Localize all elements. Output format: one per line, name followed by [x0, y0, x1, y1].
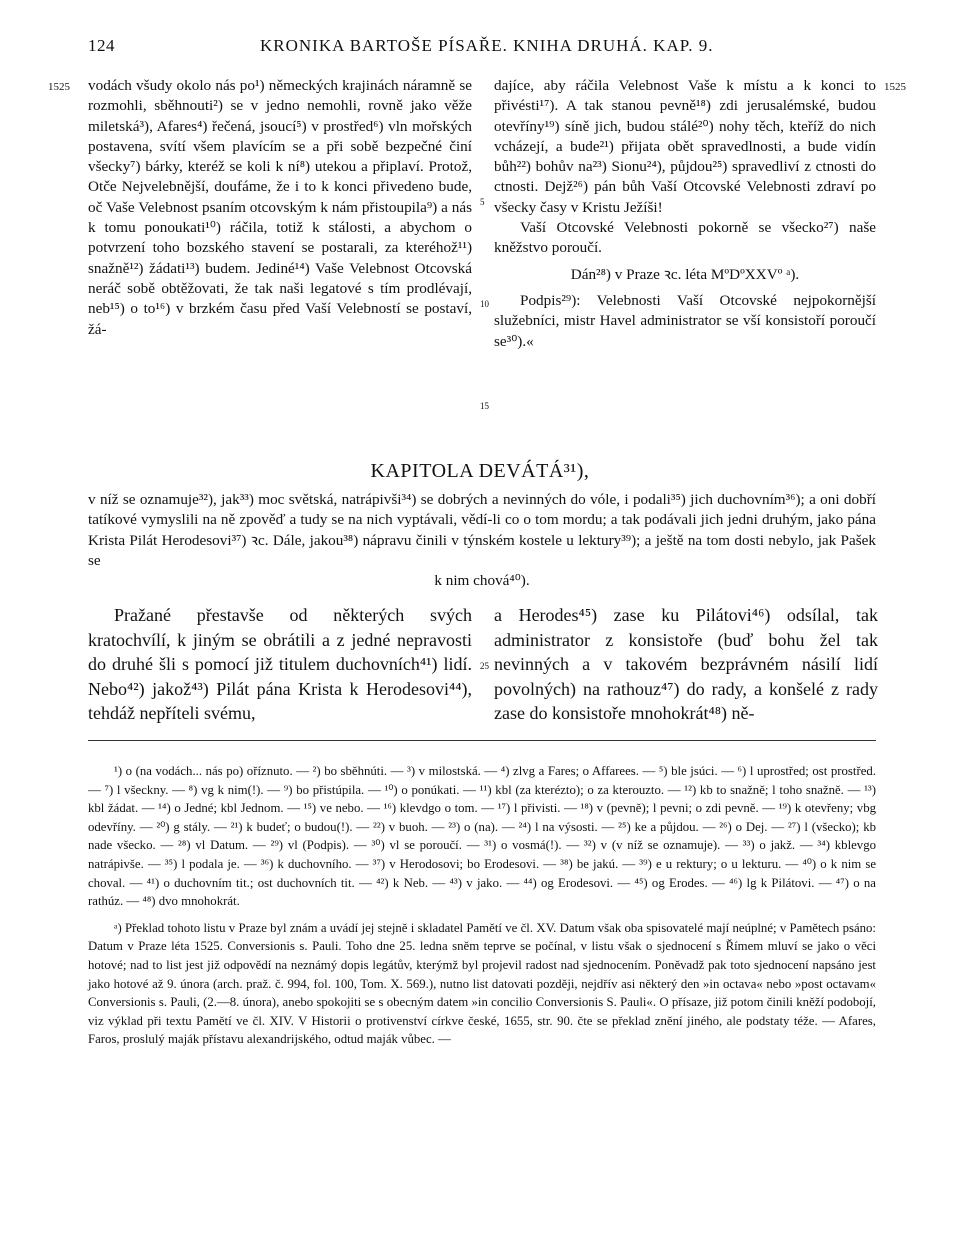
margin-year-left: 1525 — [48, 81, 70, 93]
editorial-note-a: ᵃ) Překlad tohoto listu v Praze byl znám a uvádí jej stejně i skladatel Pamětí ve čl. XV. Datum však oba spisovatelé mají neúplné; v Pamětech psáno: Datum v Praze léta 1525. Conversionis s. Pauli. Toho dne 25. ledna sněm teprve se počínal, v listu však o sjednocení s Římem mluví se jako o věci hotové; nad to list jest již odpovědí na neznámý dopis legátův, kterýmž byl projevil radost nad sjednocením. Poněvadž pak toto sjednocení napsáno jest jako hotové až 9. února (arch. praž. č. 994, fol. 100, Tom. X. 569.), nutno list datovati později, nejdřív asi některý den »in octava« nebo »post octavam« Conversionis s. Pauli, (2.—8. února), anebo spokojiti se s obecným datem »in concilio Conversionis S. Pauli«. O přísaze, již potom činili kněží podobojí, viz výklad při textu Pamětí ve čl. XIV. V Historii o protivenství církve české, 1655, str. 90. čte se překlad znění jiného, ale podstaty téže. — Afares, Faros, proslulý maják přístavu alexandrijského, odtud maják vůbec. — — [88, 920, 876, 1047]
chapter-summary — [88, 490, 876, 591]
line-number-5: 5 — [480, 197, 485, 207]
running-head: KRONIKA BARTOŠE PÍSAŘE. KNIHA DRUHÁ. KAP. 9. — [260, 36, 714, 55]
body-left-paragraph: Pražané přestavše od některých svých kratochvílí, k jiným se obrátili a z jedné nepravosti do druhé šli s pomocí již titulem duchovních⁴¹) lidí. Nebo⁴²) jakož⁴³) Pilát pána Krista k Herodesovi⁴⁴), tehdáž nepříteli svému, — [88, 605, 472, 723]
letter-closing-paragraph: dajíce, aby ráčila Velebnost Vaše k místu a k konci to přivésti¹⁷). A tak stanou pevně¹⁸) zdi jerusalémské, budou otevříny¹⁹) síně jich, budou stálé²⁰) nohy těch, kteříž do nich vcházejí, a bude²¹) přijata obět spravedlnosti, a bude vidín bůh²²) bohův na²³) Sionu²⁴), půjdou²⁵) spravedliví z ctnosti do ctnosti. Dejž²⁶) pán bůh Vaší Otcovské Velebnosti zdraví po všecky časy v Kristu Ježíši! — [494, 77, 876, 216]
textual-footnotes: ¹) o (na vodách... nás po) oříznuto. — ²) bo sběhnúti. — ³) v milostská. — ⁴) zlvg a Fares; o Affarees. — ⁵) ble jsúci. — ⁶) l uprostřed; ost prostřed. — ⁷) l všeckny. — ⁸) vg k nim(!). — ⁹) bo přistúpila. — ¹⁰) o ponúkati. — ¹¹) kbl (za kterézto); o za kterouzto. — ¹²) kb to snažně; l toho snažně. — ¹³) kbl žádat. — ¹⁴) o Jedné; kbl Jednom. — ¹⁵) ve nebo. — ¹⁶) klevdgo o tom. — ¹⁷) l přivisti. — ¹⁸) v (pevně); l pevni; o zdi pevně. — ¹⁹) k otevřeny; vbg odevříny. — ²⁰) g stály. — ²¹) k budeť; o budou(!). — ²²) v buoh. — ²³) o (na). — ²⁴) l na výsosti. — ²⁵) ke a půjdou. — ²⁶) o Dej. — ²⁷) l (všecko); kb nade všecko. — ²⁸) vl Datum. — ²⁹) vl (Podpis). — ³⁰) vl se poroučí. — ³¹) o vosmá(!). — ³²) v (v níž se oznamuje). — ³³) o jakž. — ³⁴) kblevgo natrápivše. — ³⁵) l podala je. — ³⁶) k duchovního. — ³⁷) v Herodosovi; bo Erodesovi. — ³⁸) be jakú. — ³⁹) e u rektury; o u lekturu. — ⁴⁰) o k nim se choval. — ⁴¹) o duchovním tit.; ost duchovních tit. — ⁴²) k Neb. — ⁴³) v jako. — ⁴⁴) og Erodesovi. — ⁴⁵) og Erodes. — ⁴⁶) lg k Pilátovi. — ⁴⁷) o na rathúz. — ⁴⁸) dvo mnohokrát. — [88, 764, 876, 909]
chapter-summary-end: k nim chová⁴⁰). — [434, 572, 530, 590]
footnotes-section — [88, 762, 876, 1049]
body-right-column — [494, 603, 878, 726]
top-right-column — [494, 76, 876, 352]
footnote-divider — [88, 740, 876, 741]
line-number-25: 25 — [480, 661, 489, 671]
top-left-paragraph: vodách všudy okolo nás po¹) německých krajinách náramně se rozmohli, sběhnouti²) se v jedno nemohli, rovně jako věže miletská³), Afares⁴) řečená, jsoucí⁵) v prostřed⁶) vln mořských postavena, svítí všem plavícím se a při sobě bezpečné činí všecky⁷) bárky, kteréž se koli k ní⁸) utekou a připlaví. Protož, Otče Nejvelebnější, doufáme, že i to k konci přivedeno bude, oč Vaše Velebnost psaním otcovským k nám přistoupila⁹) a nás k tomu ponoukati¹⁰) ráčila, totiž k stálosti, a abychom o potvrzení toho bozského stavení se postarali, za kteréhož¹¹) snažně¹²) žádati¹³) budem. Jediné¹⁴) Vaše Velebnost Otcovská neráč sobě obtěžovati, že tak naši legatové s tím prodlévají, neb¹⁵) o to¹⁶) v brzkém času před Vaší Velebností se postaví, žá- — [88, 77, 472, 338]
top-left-column — [88, 76, 472, 340]
letter-signature: Podpis²⁹): Velebnosti Vaší Otcovské nejpokornější služebníci, mistr Havel administrator se vší konsistoří poroučí se³⁰).« — [494, 291, 876, 350]
letter-date: Dán²⁸) v Praze ꝛc. léta MºDºXXVº ᵃ). — [570, 265, 800, 283]
letter-greeting: Vaší Otcovské Velebnosti pokorně se všecko²⁷) naše kněžstvo poroučí. — [494, 219, 876, 257]
line-number-15: 15 — [480, 401, 489, 411]
page-number: 124 — [88, 36, 115, 55]
chapter-title: KAPITOLA DEVÁTÁ³¹), — [370, 460, 590, 482]
body-left-column — [88, 603, 472, 726]
margin-year-right: 1525 — [884, 81, 906, 93]
body-right-paragraph: a Herodes⁴⁵) zase ku Pilátovi⁴⁶) odsílal, tak administrator z konsistoře (buď bohu žel tak nevinných a v takovém bezprávném násilí lidí povolných) na rathouz⁴⁷) do rady, a konšelé z rady zase do konsistoře mnohokrát⁴⁸) ně- — [494, 605, 878, 723]
chapter-summary-text: v níž se oznamuje³²), jak³³) moc světská, natrápivši³⁴) se dobrých a nevinných do vóle, i podali³⁵) jich duchovním³⁶); a oni dobří tatíkové vymyslili na ně zpověď a tudy se na nich vyptávali, vědí-li co o tom mordu; a tak podávali jich jedni druhým, jako pána Krista Pilát Herodesovi³⁷) ꝛc. Dále, jakou³⁸) nápravu činili v týnském kostele u lektury³⁹); a ještě na tom dosti nebylo, jak Pašek se — [88, 491, 876, 569]
line-number-10: 10 — [480, 299, 489, 309]
